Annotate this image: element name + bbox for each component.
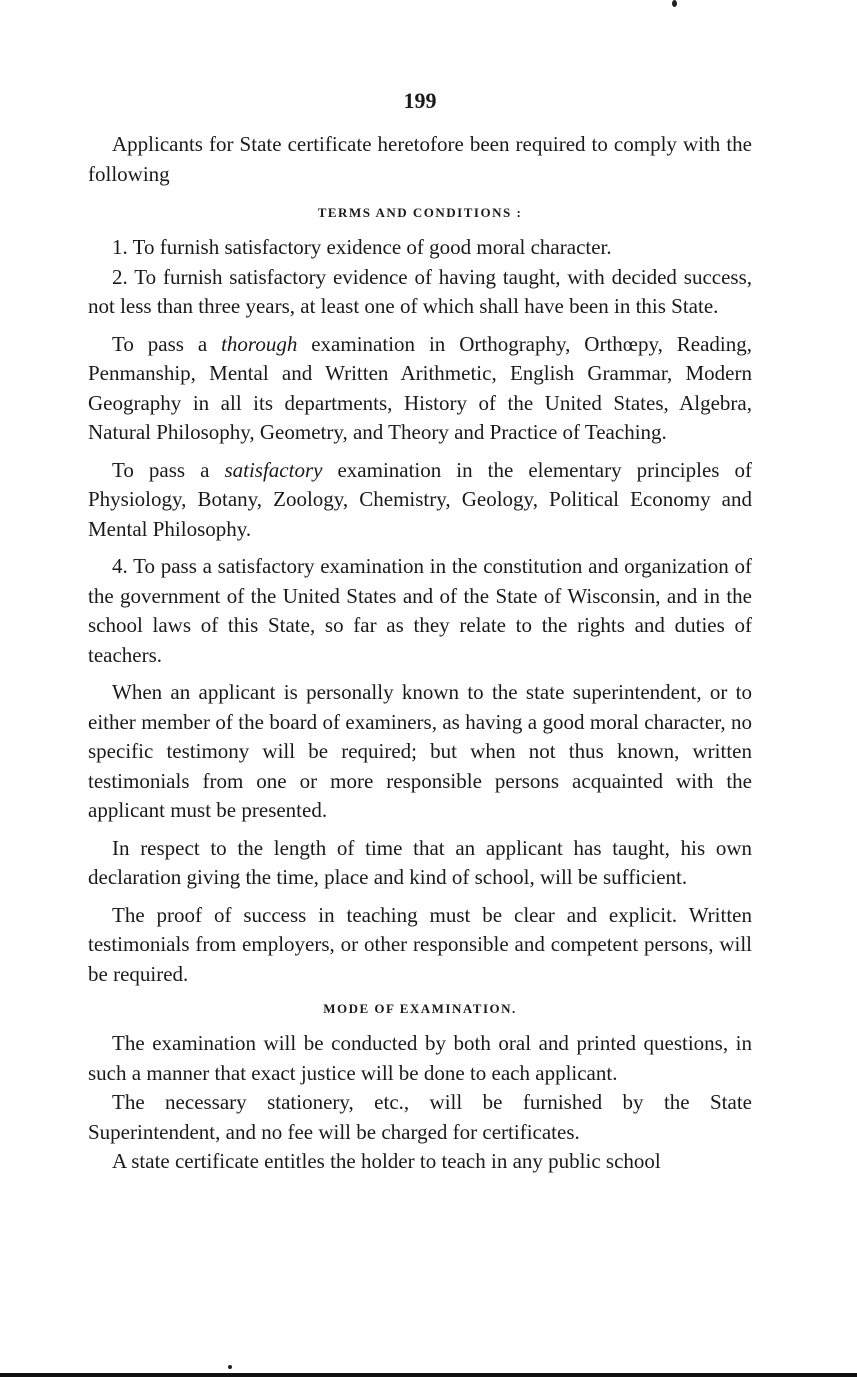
mode-heading: MODE OF EXAMINATION. [323,1001,517,1016]
term-1: 1. To furnish satisfactory exidence of good moral character. [112,235,612,259]
satisfactory-emphasis: satisfactory [224,457,323,482]
ink-speck [228,1365,232,1369]
document-page [88,86,752,1177]
page-number: 199 [403,88,437,113]
terms-heading: TERMS AND CONDITIONS : [317,205,523,220]
intro-paragraph: Applicants for State certificate heretofore been required to comply with the following [88,132,752,186]
mode-paragraph-1: The examination will be conducted by both oral and printed questions, in such a manner that exact justice will be done to each applicant. [88,1031,752,1085]
mode-paragraph-3: A state certificate entitles the holder to teach in any public school [112,1149,661,1173]
thorough-emphasis: thorough [221,331,298,356]
ink-speck [672,0,677,7]
satisfactory-exam-paragraph [88,456,752,545]
thorough-before: To pass a [112,331,222,356]
mode-paragraph-2: The necessary stationery, etc., will be furnished by the State Superintendent, and no fee will be charged for certificates. [88,1090,752,1144]
satisfactory-after: examination in the elementary principles of Physiology, Botany, Zoology, Chemistry, Geology, Political Economy and Mental Philosophy. [88,457,752,541]
proof-of-success-paragraph: The proof of success in teaching must be clear and explicit. Written testimonials from employers, or other responsible and competent persons, will be required. [88,902,752,986]
satisfactory-before: To pass a [112,457,225,482]
term-2: 2. To furnish satisfactory evidence of having taught, with decided success, not less than three years, at least one of which shall have been in this State. [88,264,752,318]
thorough-exam-paragraph [88,330,752,448]
testimony-paragraph: When an applicant is personally known to the state superintendent, or to either member of the board of examiners, as having a good moral character, no specific testimony will be required; but when not thus known, written testimonials from one or more responsible persons acquainted with the applicant must be presented. [88,680,752,822]
thorough-after: examination in Orthography, Orthœpy, Reading, Penmanship, Mental and Written Arithmetic, English Grammar, Modern Geography in all its departments, History of the United States, Algebra, Natural Philosophy, Geometry, and Theory and Practice of Teaching. [88,331,752,444]
time-taught-paragraph: In respect to the length of time that an applicant has taught, his own declaration giving the time, place and kind of school, will be sufficient. [88,835,752,889]
term-4: 4. To pass a satisfactory examination in the constitution and organization of the government of the United States and of the State of Wisconsin, and in the school laws of this State, so far as they relate to the rights and duties of teachers. [88,554,752,667]
bottom-edge-rule [0,1373,857,1377]
